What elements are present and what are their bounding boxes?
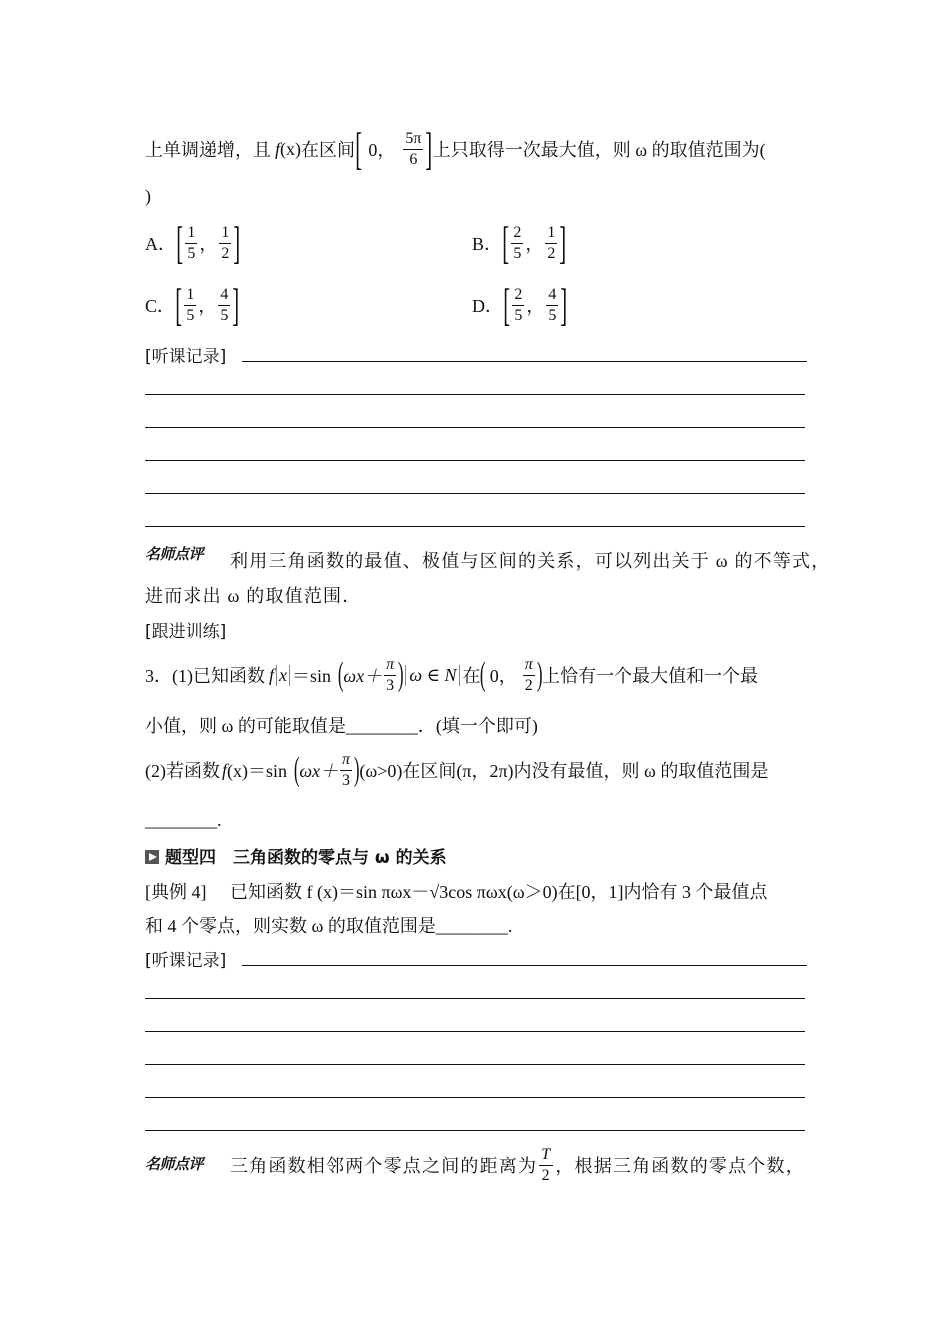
question-text-b: 在区间 xyxy=(301,140,356,160)
right-bracket: ] xyxy=(233,217,241,268)
arg: ωx＋ xyxy=(343,666,383,686)
comment-title: 名师点评 xyxy=(145,1155,204,1173)
separator: ， xyxy=(199,234,218,254)
right-bracket: ] xyxy=(425,123,433,174)
option-a[interactable] xyxy=(145,218,241,268)
question-text-c: 上只取得一次最大值，则 ω 的取值范围为( xyxy=(432,140,766,160)
notes-label: [听课记录] xyxy=(145,347,227,367)
right-bracket: ] xyxy=(559,217,567,268)
comment-text: 进而求出 ω 的取值范围． xyxy=(145,586,362,606)
frac-den: 5 xyxy=(514,306,523,324)
arg-x: x xyxy=(276,665,290,686)
notes-line[interactable] xyxy=(145,1064,805,1065)
comment-text: 三角函数相邻两个零点之间的距离为 xyxy=(230,1156,538,1176)
frac-den: 5 xyxy=(187,244,196,262)
notes-line[interactable] xyxy=(145,998,805,999)
frac-num: 5π xyxy=(403,131,423,150)
frac-den: 5 xyxy=(186,306,195,324)
option-d[interactable] xyxy=(472,280,568,330)
q3-text: 3．(1)已知函数 xyxy=(145,666,265,686)
option-fraction xyxy=(185,225,197,262)
practice-title: [跟进训练] xyxy=(145,622,227,642)
question-text-a: 上单调递增，且 xyxy=(145,140,271,160)
frac-den: 2 xyxy=(524,676,533,694)
pi-fraction xyxy=(523,657,535,694)
option-label: B． xyxy=(472,234,503,254)
section-title: 题型四 三角函数的零点与 ω 的关系 xyxy=(165,848,447,868)
frac-num: 1 xyxy=(545,225,557,244)
frac-den: 2 xyxy=(547,244,556,262)
notes-line[interactable] xyxy=(145,526,805,527)
frac-num: 1 xyxy=(219,225,231,244)
frac-num: T xyxy=(539,1147,553,1166)
f-symbol: f xyxy=(269,664,275,685)
notes-label: [听课记录] xyxy=(145,951,227,971)
left-bracket: [ xyxy=(503,279,511,330)
notes-line[interactable] xyxy=(242,361,807,362)
t-fraction xyxy=(539,1147,553,1184)
left-bracket: [ xyxy=(176,217,184,268)
example-label: [典例 4] xyxy=(145,882,207,902)
notes-line[interactable] xyxy=(145,394,805,395)
frac-num: 4 xyxy=(218,287,230,306)
right-paren: ) xyxy=(353,751,360,788)
notes-line[interactable] xyxy=(145,1130,805,1131)
section-heading xyxy=(145,843,447,868)
q3-1-line-2: 小值，则 ω 的可能取值是________．(填一个即可) xyxy=(145,716,538,736)
notes-line[interactable] xyxy=(145,1031,805,1032)
option-fraction xyxy=(218,287,230,324)
q3-2-line xyxy=(145,745,768,795)
frac-num: 2 xyxy=(512,287,524,306)
frac-den: 5 xyxy=(548,306,557,324)
option-fraction xyxy=(219,225,231,262)
question-line-2 xyxy=(145,186,151,207)
interval-left: 0， xyxy=(489,666,517,686)
example-line-2: 和 4 个零点，则实数 ω 的取值范围是________. xyxy=(145,916,513,936)
arg: ωx＋ xyxy=(299,761,339,781)
frac-num: 2 xyxy=(511,225,523,244)
separator: ， xyxy=(198,296,217,316)
right-bracket: ] xyxy=(232,279,240,330)
close-paren: ) xyxy=(145,186,151,206)
left-bracket: [ xyxy=(175,279,183,330)
q3-text: 在 xyxy=(462,666,481,686)
option-label: C． xyxy=(145,296,176,316)
pi-fraction xyxy=(384,657,396,694)
notes-line[interactable] xyxy=(145,493,805,494)
right-bracket: ] xyxy=(560,279,568,330)
frac-den: 3 xyxy=(342,771,351,789)
frac-num: π xyxy=(340,752,352,771)
pi-fraction xyxy=(340,752,352,789)
q3-text: (x)＝sin xyxy=(227,761,288,781)
option-label: D． xyxy=(472,296,503,316)
frac-num: 4 xyxy=(546,287,558,306)
q3-text: (2)若函数 xyxy=(145,761,220,781)
left-paren: ( xyxy=(337,656,344,693)
separator: ， xyxy=(525,234,544,254)
fx-paren: (x) xyxy=(280,138,302,159)
frac-den: 5 xyxy=(513,244,522,262)
comment-text: 利用三角函数的最值、极值与区间的关系，可以列出关于 ω 的不等式， xyxy=(230,551,831,571)
cond-text: ω ∈ N xyxy=(409,664,457,685)
fx-symbol: f xyxy=(275,138,281,159)
option-fraction xyxy=(546,287,558,324)
left-bracket: [ xyxy=(502,217,510,268)
frac-den: 6 xyxy=(409,150,418,168)
frac-den: 2 xyxy=(221,244,230,262)
frac-num: 1 xyxy=(184,287,196,306)
q3-text: ＝sin xyxy=(292,666,332,686)
option-fraction xyxy=(511,225,523,262)
frac-num: 1 xyxy=(185,225,197,244)
right-paren: ) xyxy=(536,656,543,693)
comment-line xyxy=(230,1142,805,1188)
option-fraction xyxy=(512,287,524,324)
left-paren: ( xyxy=(480,656,486,693)
option-fraction xyxy=(545,225,557,262)
right-paren: ) xyxy=(397,656,404,693)
frac-den: 5 xyxy=(220,306,229,324)
frac-den: 3 xyxy=(386,676,395,694)
notes-line[interactable] xyxy=(145,427,805,428)
comment-title: 名师点评 xyxy=(145,545,204,563)
notes-line[interactable] xyxy=(242,965,807,966)
cond xyxy=(405,665,460,686)
left-bracket: [ xyxy=(355,123,363,174)
question-line-1 xyxy=(145,125,766,173)
option-b[interactable] xyxy=(472,218,567,268)
f-symbol: f xyxy=(222,759,228,780)
frac-num: π xyxy=(384,657,396,676)
q3-text: 上恰有一个最大值和一个最 xyxy=(542,666,759,686)
notes-line[interactable] xyxy=(145,460,805,461)
q3-text: (ω>0)在区间(π，2π)内没有最值，则 ω 的取值范围是 xyxy=(359,761,769,781)
interval-left: 0， xyxy=(368,140,396,160)
frac-num: π xyxy=(523,657,535,676)
play-icon xyxy=(145,850,159,864)
frac-den: 2 xyxy=(541,1166,551,1184)
option-fraction xyxy=(184,287,196,324)
separator: ， xyxy=(526,296,545,316)
q3-1-line xyxy=(145,650,758,700)
comment-text: ，根据三角函数的零点个数， xyxy=(555,1156,805,1176)
notes-line[interactable] xyxy=(145,1097,805,1098)
option-c[interactable] xyxy=(145,280,240,330)
example-line-1: 已知函数 f (x)＝sin πωx－√3cos πωx(ω＞0)在[0，1]内恰有 3 个最值点 xyxy=(230,882,768,902)
option-label: A． xyxy=(145,234,176,254)
interval-fraction xyxy=(403,131,423,168)
q3-2-line-2: ________. xyxy=(145,810,222,830)
left-paren: ( xyxy=(293,751,300,788)
